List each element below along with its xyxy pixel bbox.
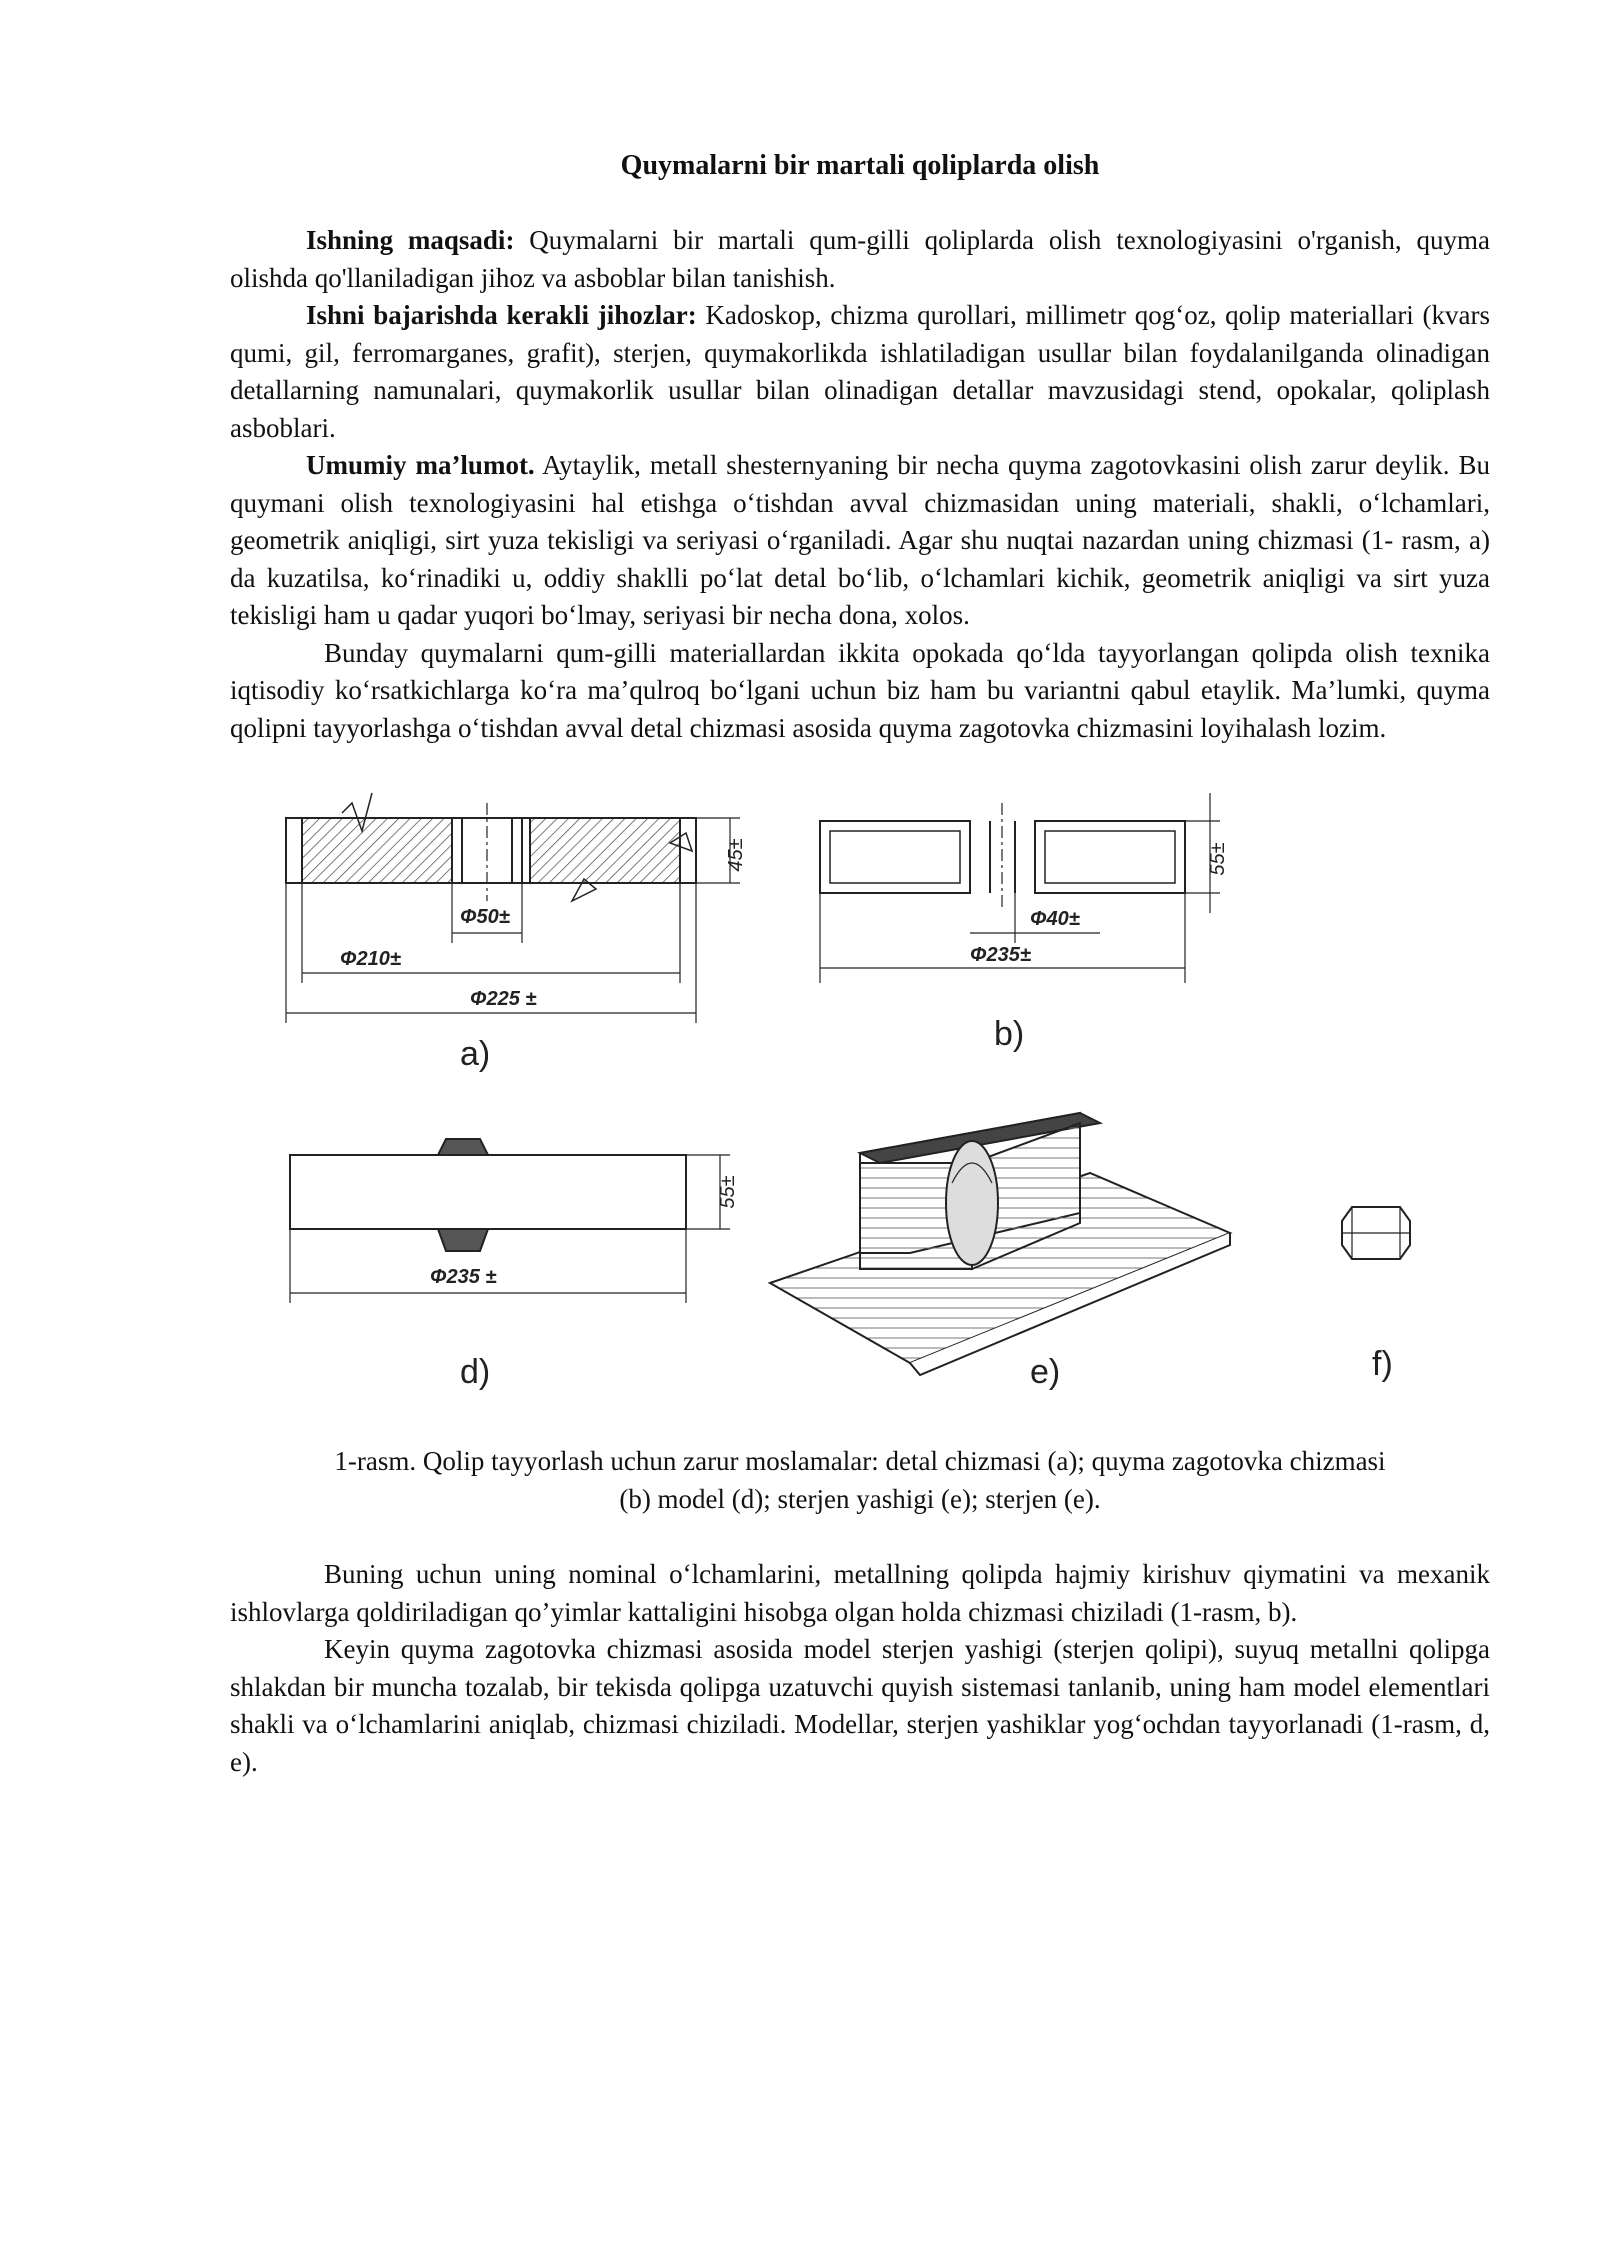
drawing-e-core-box — [770, 1113, 1230, 1375]
dim-a-height: 45± — [725, 838, 747, 872]
dim-a-bore: Φ50± — [460, 906, 510, 928]
figure-caption — [230, 1443, 1490, 1518]
paragraph-casting-method: Bunday quymalarni qum-gilli materiallardan ikkita opokada qo‘lda tayyorlangan qolipda olish texnika iqtisodiy ko‘rsatkichlarga ko‘ra ma’qulroq bo‘lgani uchun biz ham bu variantni qabul etaylik. Ma’lumki, quyma qolipni tayyorlashga o‘tishdan avval detal chizmasi asosida quyma zagotovka chizmasini loyihalash lozim. — [230, 637, 1490, 743]
dim-b-bore: Φ40± — [1030, 908, 1080, 930]
dim-b-outer: Φ235± — [970, 944, 1031, 966]
equipment-text: Kadoskop, chizma qurollari, millimetr qog‘oz, qolip materiallari (kvars qumi, gil, ferromarganes, grafit), sterjen, quymakorlikda ishlatiladigan usullar bilan foydalanilganda olinadigan detallarning namunalari, quymakorlik usullar bilan olinadigan detallar mavzusidagi stend, opokalar, qoliplash asboblari. — [230, 300, 1490, 443]
label-b: b) — [994, 1015, 1025, 1053]
paragraph-equipment — [230, 297, 1490, 447]
figure-1 — [230, 783, 1490, 1423]
caption-line-1: 1-rasm. Qolip tayyorlash uchun zarur moslamalar: detal chizmasi (a); quyma zagotovka chizmasi — [334, 1446, 1386, 1476]
document-page — [230, 150, 1490, 1781]
dim-b-height: 55± — [1207, 842, 1229, 876]
dim-d-height: 55± — [717, 1175, 739, 1209]
document-title: Quymalarni bir martali qoliplarda olish — [620, 150, 1100, 181]
dim-a-hub: Φ210± — [340, 948, 401, 970]
paragraph-general-info — [230, 447, 1490, 635]
goal-label: Ishning maqsadi: — [306, 225, 515, 255]
drawing-f-core — [1342, 1207, 1410, 1259]
goal-text: Quymalarni bir martali qum-gilli qoliplarda olish texnologiyasini o'rganish, quyma olishda qo'llaniladigan jihoz va asboblar bilan tanishish. — [230, 225, 1490, 293]
paragraph-blank-drawing: Buning uchun uning nominal o‘lchamlarini, metallning qolipda hajmiy kirishuv qiymatini va mexanik ishlovlarga qoldiriladigan qo’yimlar kattaligini hisobga olgan holda chizmasi chiziladi (1-rasm, b). — [230, 1559, 1490, 1627]
dim-a-outer: Φ225 ± — [470, 988, 537, 1010]
paragraph-model-core-box: Keyin quyma zagotovka chizmasi asosida model sterjen yashigi (sterjen qolipi), suyuq metallni qolipga shlakdan bir muncha tozalab, bir tekisda qolipga uzatuvchi quyish sistemasi tanlanib, uning ham model elementlari shakli va o‘lchamlarini aniqlab, chizmasi chiziladi. Modellar, sterjen yashiklar yog‘ochdan tayyorlanadi (1-rasm, d, e). — [230, 1634, 1490, 1777]
label-e: e) — [1030, 1353, 1061, 1391]
general-info-text: Aytaylik, metall shesternyaning bir necha quyma zagotovkasini olish zarur deylik. Bu quymani olish texnologiyasini hal etishga o‘tishdan avval chizmasidan uning materiali, shakli, o‘lchamlari, geometrik aniqligi, sirt yuza tekisligi va seriyasi o‘rganiladi. Agar shu nuqtai nazardan uning chizmasi (1- rasm, a) da kuzatilsa, ko‘rinadiki u, oddiy shaklli po‘lat detal bo‘lib, o‘lchamlari kichik, geometrik aniqligi va sirt yuza tekisligi ham u qadar yuqori bo‘lmay, seriyasi bir necha dona, xolos. — [230, 450, 1490, 630]
paragraph-goal — [230, 222, 1490, 297]
general-info-label: Umumiy ma’lumot. — [306, 450, 535, 480]
equipment-label: Ishni bajarishda kerakli jihozlar: — [306, 300, 697, 330]
label-a: a) — [460, 1035, 491, 1073]
drawing-d-model — [290, 1139, 730, 1303]
label-f: f) — [1372, 1345, 1393, 1383]
dim-d-outer: Φ235 ± — [430, 1266, 497, 1288]
figure-drawing — [230, 783, 1490, 1423]
label-d: d) — [460, 1353, 491, 1391]
caption-line-2: (b) model (d); sterjen yashigi (e); sterjen (e). — [619, 1483, 1101, 1514]
